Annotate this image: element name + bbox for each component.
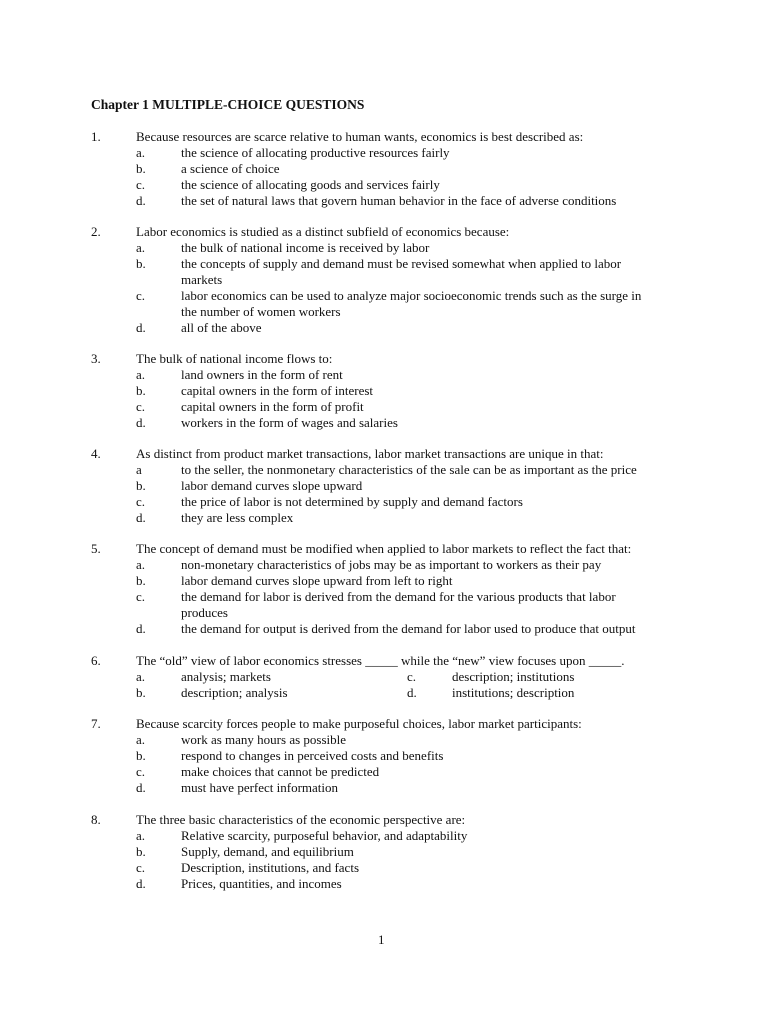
option-text: the bulk of national income is received by labor (181, 240, 430, 255)
option-text: land owners in the form of rent (181, 367, 343, 382)
option-letter: a. (136, 240, 146, 255)
question-number: 8. (91, 812, 101, 827)
option-text: the demand for output is derived from the demand for labor used to produce that output (181, 621, 636, 636)
option-letter: a. (136, 367, 146, 382)
option-letter: c. (407, 669, 417, 684)
option-text: analysis; markets (181, 669, 271, 684)
option-letter: c. (136, 288, 146, 303)
question-number: 4. (91, 446, 101, 461)
option-letter: b. (136, 573, 146, 588)
option-letter: b. (136, 478, 146, 493)
option-text: all of the above (181, 320, 262, 335)
option-text-continued: markets (181, 272, 223, 287)
option-letter: c. (136, 494, 146, 509)
question-stem: Because resources are scarce relative to human wants, economics is best described as: (136, 129, 584, 144)
option-text: the science of allocating productive resources fairly (181, 145, 450, 160)
option-text: labor economics can be used to analyze major socioeconomic trends such as the surge in (181, 288, 642, 303)
option-letter: b. (136, 161, 146, 176)
question-stem: As distinct from product market transactions, labor market transactions are unique in that: (136, 446, 604, 461)
question-number: 3. (91, 351, 101, 366)
option-letter: d. (136, 780, 146, 795)
question-number: 5. (91, 541, 101, 556)
option-text: Supply, demand, and equilibrium (181, 844, 354, 859)
option-letter: b. (136, 685, 146, 700)
option-letter: a (136, 462, 142, 477)
option-letter: d. (136, 193, 146, 208)
question-number: 1. (91, 129, 101, 144)
option-text: respond to changes in perceived costs and benefits (181, 748, 444, 763)
option-text: Prices, quantities, and incomes (181, 876, 342, 891)
option-letter: a. (136, 145, 146, 160)
option-letter: c. (136, 177, 146, 192)
option-text-continued: produces (181, 605, 228, 620)
option-letter: d. (136, 876, 146, 891)
question-number: 2. (91, 224, 101, 239)
option-letter: b. (136, 256, 146, 271)
option-letter: b. (136, 383, 146, 398)
page-number: 1 (378, 932, 385, 947)
option-text: the science of allocating goods and services fairly (181, 177, 440, 192)
question-stem: Labor economics is studied as a distinct subfield of economics because: (136, 224, 510, 239)
option-letter: c. (136, 764, 146, 779)
option-text: a science of choice (181, 161, 280, 176)
option-letter: a. (136, 732, 146, 747)
option-text: work as many hours as possible (181, 732, 347, 747)
option-letter: d. (136, 415, 146, 430)
question-stem: Because scarcity forces people to make purposeful choices, labor market participants: (136, 716, 582, 731)
question-stem: The concept of demand must be modified when applied to labor markets to reflect the fact that: (136, 541, 632, 556)
option-text: description; institutions (452, 669, 575, 684)
question-stem: The bulk of national income flows to: (136, 351, 333, 366)
option-letter: c. (136, 860, 146, 875)
option-letter: c. (136, 399, 146, 414)
option-text: labor demand curves slope upward from left to right (181, 573, 453, 588)
option-letter: d. (136, 510, 146, 525)
option-text: the concepts of supply and demand must be revised somewhat when applied to labor (181, 256, 622, 271)
option-text: the price of labor is not determined by supply and demand factors (181, 494, 523, 509)
option-text: the set of natural laws that govern human behavior in the face of adverse conditions (181, 193, 617, 208)
option-text: labor demand curves slope upward (181, 478, 363, 493)
option-text: to the seller, the nonmonetary characteristics of the sale can be as important as the price (181, 462, 637, 477)
option-letter: c. (136, 589, 146, 604)
option-text: institutions; description (452, 685, 575, 700)
option-letter: a. (136, 669, 146, 684)
chapter-title: Chapter 1 MULTIPLE-CHOICE QUESTIONS (91, 97, 365, 112)
option-text-continued: the number of women workers (181, 304, 341, 319)
question-number: 7. (91, 716, 101, 731)
option-text: capital owners in the form of profit (181, 399, 364, 414)
question-stem: The three basic characteristics of the economic perspective are: (136, 812, 466, 827)
option-text: they are less complex (181, 510, 294, 525)
option-text: Relative scarcity, purposeful behavior, and adaptability (181, 828, 468, 843)
question-stem: The “old” view of labor economics stresses _____ while the “new” view focuses upon _____. (136, 653, 625, 668)
option-letter: d. (407, 685, 417, 700)
option-text: Description, institutions, and facts (181, 860, 360, 875)
option-text: description; analysis (181, 685, 288, 700)
option-letter: b. (136, 748, 146, 763)
option-text: the demand for labor is derived from the demand for the various products that labor (181, 589, 616, 604)
option-text: make choices that cannot be predicted (181, 764, 380, 779)
option-letter: b. (136, 844, 146, 859)
option-letter: a. (136, 557, 146, 572)
option-text: workers in the form of wages and salaries (181, 415, 398, 430)
option-text: capital owners in the form of interest (181, 383, 374, 398)
option-letter: a. (136, 828, 146, 843)
option-text: non-monetary characteristics of jobs may be as important to workers as their pay (181, 557, 602, 572)
option-letter: d. (136, 621, 146, 636)
option-letter: d. (136, 320, 146, 335)
question-number: 6. (91, 653, 101, 668)
option-text: must have perfect information (181, 780, 339, 795)
